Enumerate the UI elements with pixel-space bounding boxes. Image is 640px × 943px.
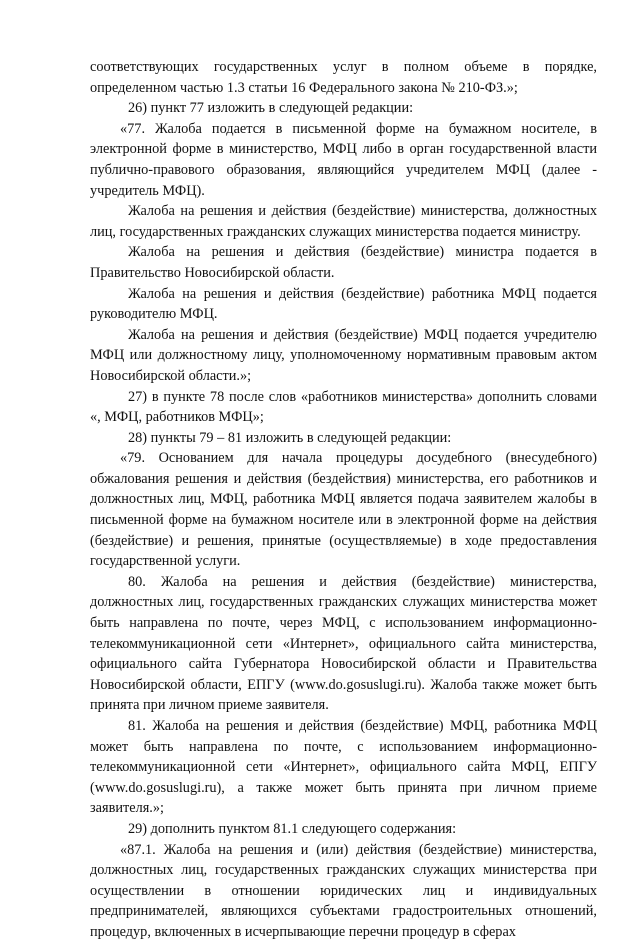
paragraph-complaint-mfc-worker: Жалоба на решения и действия (бездействие) работника МФЦ подается руководителю МФЦ. <box>90 285 597 323</box>
paragraph-point-77: «77. Жалоба подается в письменной форме на бумажном носителе, в электронной форме в министерство, МФЦ либо в орган государственной власти публично-правового образования, являющийся учредителем МФЦ (далее - учредитель МФЦ). <box>90 120 597 199</box>
paragraph-item-26: 26) пункт 77 изложить в следующей редакции: <box>128 100 414 117</box>
paragraph-continuation: соответствующих государственных услуг в полном объеме в порядке, определенном частью 1.3 статьи 16 Федерального закона № 210-ФЗ.»; <box>90 59 597 96</box>
paragraph-complaint-minister: Жалоба на решения и действия (бездействие) министра подается в Правительство Новосибирской области. <box>90 244 597 281</box>
paragraph-complaint-mfc: Жалоба на решения и действия (бездействие) МФЦ подается учредителю МФЦ или должностному лицу, уполномоченному нормативным правовым актом Новосибирской области.»; <box>90 326 597 384</box>
paragraph-item-27: 27) в пункте 78 после слов «работников министерства» дополнить словами «, МФЦ, работников МФЦ»; <box>90 388 597 426</box>
paragraph-item-28: 28) пункты 79 – 81 изложить в следующей редакции: <box>128 429 452 446</box>
paragraph-point-79: «79. Основанием для начала процедуры досудебного (внесудебного) обжалования решения и действия (бездействия) министерства, его работников и должностных лиц, МФЦ, работника МФЦ является подача заявителем жалобы в письменной форме на бумажном носителе или в электронной форме на действия (бездействие) и решения, принятые (осуществляемые) в ходе предоставления государственной услуги. <box>90 450 597 570</box>
paragraph-item-29: 29) дополнить пунктом 81.1 следующего содержания: <box>128 820 457 837</box>
document-body <box>90 57 597 943</box>
paragraph-complaint-ministry: Жалоба на решения и действия (бездействие) министерства, должностных лиц, государственных гражданских служащих министерства подается министру. <box>90 203 597 240</box>
paragraph-point-80: 80. Жалоба на решения и действия (бездействие) министерства, должностных лиц, государственных гражданских служащих министерства может быть направлена по почте, через МФЦ, с использованием информационно-телекоммуникационной сети «Интернет», официального сайта министерства, официального сайта Губернатора Новосибирской области и Правительства Новосибирской области, ЕПГУ (www.do.gosuslugi.ru). Жалоба также может быть принята при личном приеме заявителя. <box>90 573 597 714</box>
paragraph-point-81: 81. Жалоба на решения и действия (бездействие) МФЦ, работника МФЦ может быть направлена по почте, с использованием информационно-телекоммуникационной сети «Интернет», официального сайта МФЦ, ЕПГУ (www.do.gosuslugi.ru), а также может быть принята при личном приеме заявителя.»; <box>90 718 597 817</box>
paragraph-point-87-1: «87.1. Жалоба на решения и (или) действия (бездействие) министерства, должностных лиц, государственных гражданских служащих министерства при осуществлении в отношении юридических лиц и индивидуальных предпринимателей, являющихся субъектами градостроительных отношений, процедур, включенных в исчерпывающие перечни процедур в сферах <box>90 841 597 940</box>
